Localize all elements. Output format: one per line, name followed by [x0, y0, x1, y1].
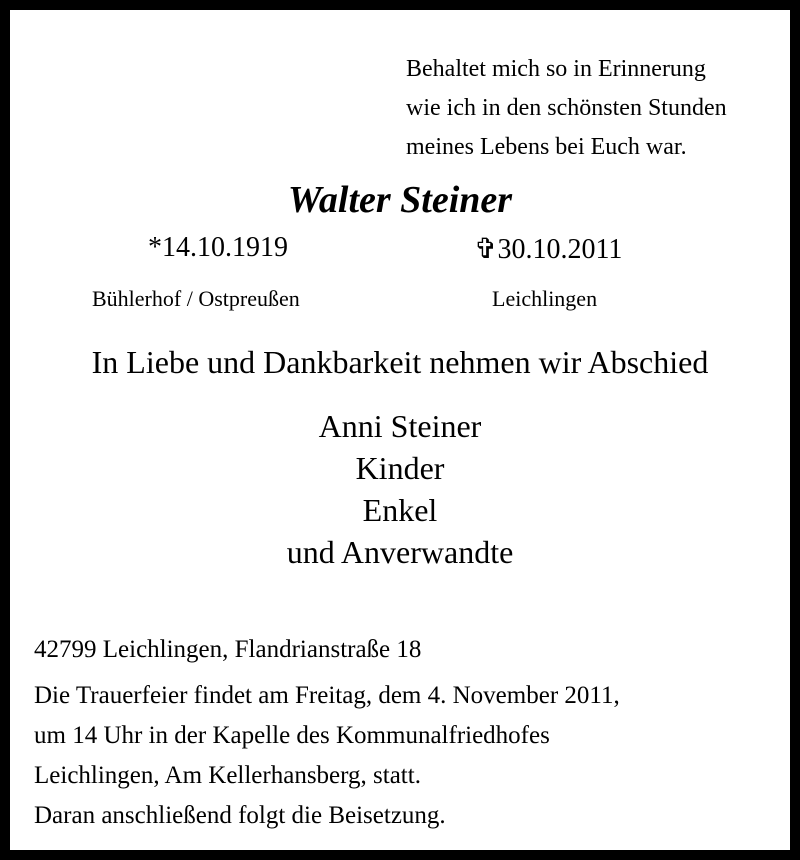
mourner-name: Anni Steiner — [318, 408, 482, 444]
motto-line: wie ich in den schönsten Stunden — [406, 95, 727, 121]
death-date: ✞30.10.2011 — [474, 234, 623, 265]
motto-line: Behaltet mich so in Erinnerung — [406, 56, 706, 82]
deceased-name: Walter Steiner — [287, 179, 513, 221]
death-place: Leichlingen — [492, 286, 598, 311]
ceremony-line: Die Trauerfeier findet am Freitag, dem 4. November 2011, — [34, 682, 620, 709]
mourners-list — [0, 405, 800, 573]
ceremony-line: um 14 Uhr in der Kapelle des Kommunalfriedhofes — [34, 722, 550, 749]
ceremony-line: Leichlingen, Am Kellerhansberg, statt. — [34, 762, 421, 789]
motto-verse — [406, 50, 796, 167]
mourner-name: Enkel — [362, 492, 438, 528]
birth-date: *14.10.1919 — [148, 232, 288, 263]
motto-line: meines Lebens bei Euch war. — [406, 134, 687, 160]
mourner-name: Kinder — [355, 450, 445, 486]
ceremony-details — [34, 676, 620, 836]
birth-place: Bühlerhof / Ostpreußen — [92, 286, 300, 311]
family-address: 42799 Leichlingen, Flandrianstraße 18 — [34, 636, 422, 663]
farewell-line: In Liebe und Dankbarkeit nehmen wir Abschied — [91, 344, 709, 380]
ceremony-line: Daran anschließend folgt die Beisetzung. — [34, 802, 446, 829]
mourner-name: und Anverwandte — [286, 534, 514, 570]
